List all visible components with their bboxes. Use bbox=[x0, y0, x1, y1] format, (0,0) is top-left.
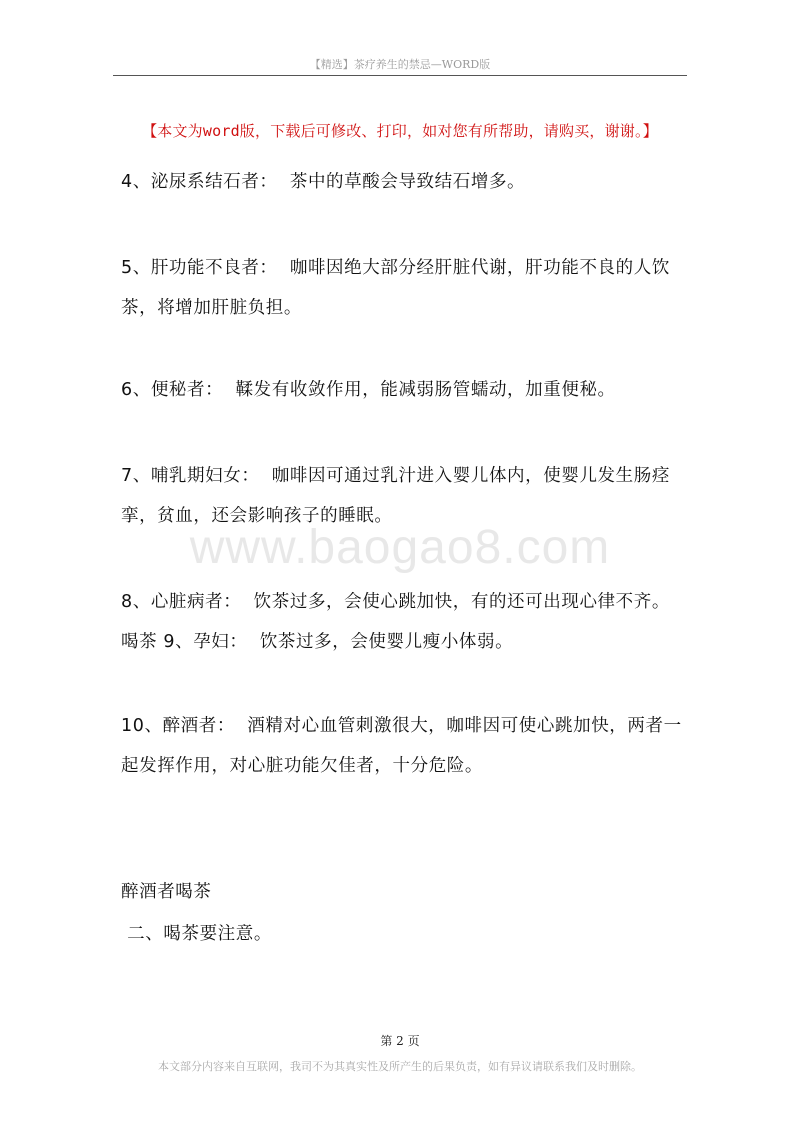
page-header-title: 【精选】茶疗养生的禁忌—WORD版 bbox=[309, 58, 491, 71]
item-10-drunk: 10、醉酒者： 酒精对心血管刺激很大，咖啡因可使心跳加快，两者一起发挥作用，对心脏功能欠佳者，十分危险。 bbox=[121, 716, 682, 776]
watermark: www.baogao8.com bbox=[189, 521, 611, 574]
heading-drunk-tea: 醉酒者喝茶 bbox=[121, 882, 212, 902]
item-5-liver: 5、肝功能不良者： 咖啡因绝大部分经肝脏代谢，肝功能不良的人饮茶，将增加肝脏负担。 bbox=[121, 258, 670, 318]
purchase-notice: 【本文为word版，下载后可修改、打印，如对您有所帮助，请购买，谢谢。】 bbox=[142, 122, 658, 140]
section-heading-two: 二、喝茶要注意。 bbox=[121, 924, 272, 944]
item-8-9-heart-pregnancy: 8、心脏病者： 饮茶过多，会使心跳加快，有的还可出现心律不齐。喝茶 9、孕妇： 饮茶过多，会使婴儿瘦小体弱。 bbox=[121, 592, 670, 652]
page-number: 第 2 页 bbox=[380, 1034, 420, 1048]
page-footer-disclaimer: 本文部分内容来自互联网，我司不为其真实性及所产生的后果负责，如有异议请联系我们及时删除。 bbox=[158, 1060, 642, 1073]
header-divider bbox=[113, 75, 687, 76]
item-6-constipation: 6、便秘者： 鞣发有收敛作用，能减弱肠管蠕动，加重便秘。 bbox=[121, 380, 616, 400]
item-7-breastfeeding: 7、哺乳期妇女： 咖啡因可通过乳汁进入婴儿体内，使婴儿发生肠痉挛，贫血，还会影响孩子的睡眠。 bbox=[121, 466, 670, 526]
item-4-urinary-stones: 4、泌尿系结石者： 茶中的草酸会导致结石增多。 bbox=[121, 172, 526, 192]
